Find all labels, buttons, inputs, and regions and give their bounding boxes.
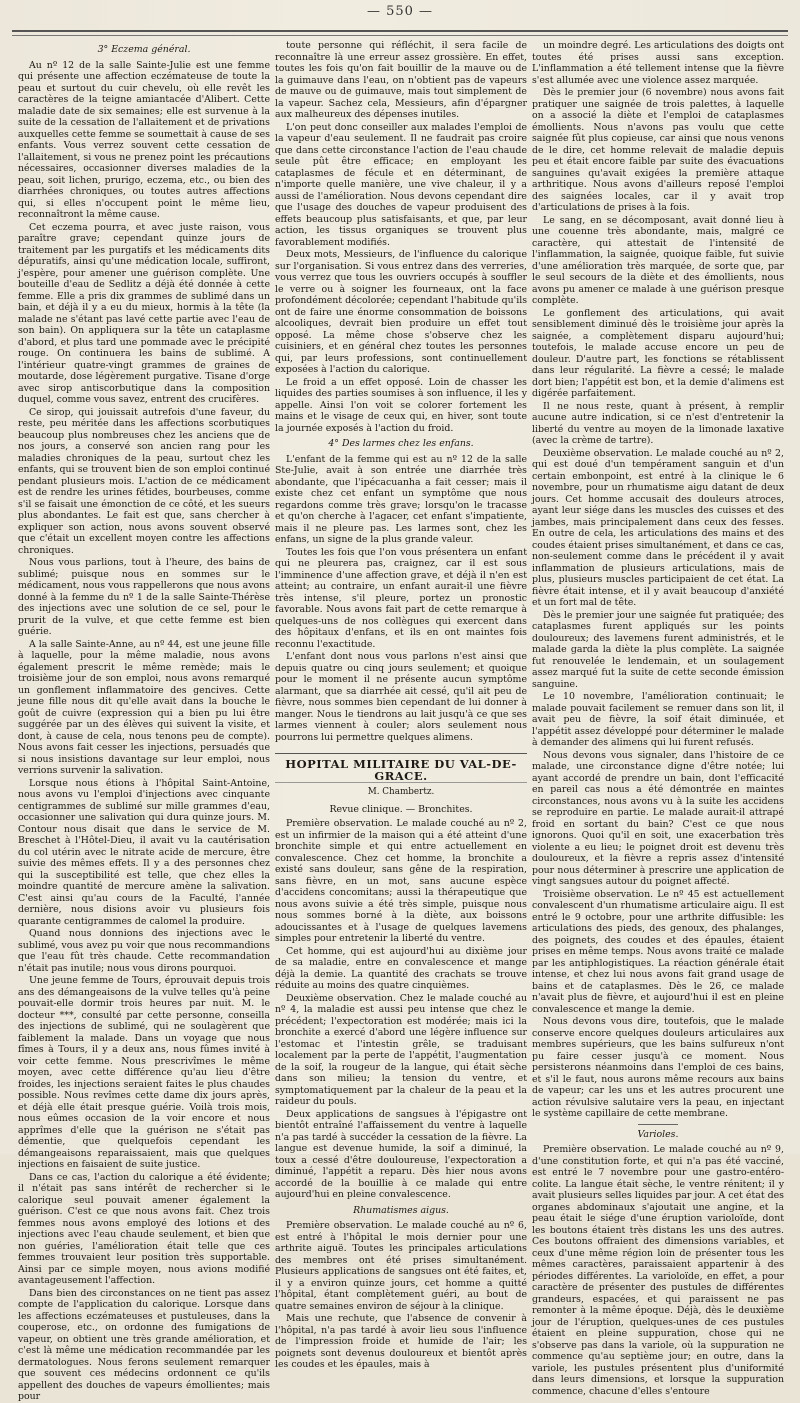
section-heading: Varioles. [637, 1128, 679, 1140]
paragraph: Le 10 novembre, l'amélioration continuait; le malade pouvait facilement se remuer dans son lit, il avait peu de fièvre, la soif était diminuée, et l'appétit assez développé pour déterminer le malade à demander des alimens qui lui furent refusés. [532, 691, 784, 748]
paragraph: toute personne qui réfléchit, il sera facile de reconnaître là une erreur assez grossière. En effet, toutes les fois qu'on fait bouillir de la mauve ou de la guimauve dans l'eau, on n'obtient pas de vapeurs de mauve ou de guimauve, mais tout simplement de la vapeur. Sachez cela, Messieurs, afin d'épargner aux malheureux des dépenses inutiles. [275, 40, 527, 120]
paragraph: Ce sirop, qui jouissait autrefois d'une faveur, du reste, peu méritée dans les affections scorbutiques beaucoup plus nombreuses chez les anciens que de nos jours, a conservé son ancien rang pour les maladies chroniques de la peau, surtout chez les enfants, qui se trouvent bien de son emploi continué pendant plusieurs mois. L'action de ce médicament est de rendre les urines fétides, bourbeuses, comme s'il se faisait une émonction de ce côté, et les sueurs plus abondantes. Le fait est que, sans chercher à expliquer son action, nous avons souvent observé que c'était un excellent moyen contre les affections chroniques. [18, 406, 270, 556]
section-subtitle: Revue clinique. — Bronchites. [329, 803, 473, 815]
paragraph: Deux applications de sangsues à l'épigastre ont bientôt entraîné l'affaissement du ventre à laquelle n'a pas tardé à succéder la cessation de la fièvre. La langue est devenue humide, la soif a diminué, la toux a cessé d'être douloureuse, l'expectoration a diminué, l'appétit a reparu. Dès hier nous avons accordé de la bouillie à ce malade qui entre aujourd'hui en pleine convalescence. [275, 1108, 527, 1200]
paragraph: Nous devons vous dire, toutefois, que le malade conserve encore quelques douleurs articulaires aux membres supérieurs, que les bains sulfureux n'ont pu faire cesser jusqu'à ce moment. Nous persisterons néanmoins dans l'emploi de ces bains, et s'il le faut, nous aurons même recours aux bains de vapeur; car les uns et les autres procurent une action révulsive salutaire vers la peau, en injectant le système capillaire de cette membrane. [532, 1016, 784, 1119]
paragraph: L'enfant dont nous vous parlons n'est ainsi que depuis quatre ou cinq jours seulement; et quoique pour le moment il ne présente aucun symptôme alarmant, que sa diarrhée ait cessé, qu'il ait peu de fièvre, nous sommes bien cependant de lui donner à manger. Nous le tiendrons au lait jusqu'à ce que ses larmes viennent à couler; alors seulement nous pourrons lui permettre quelques alimens. [275, 651, 527, 743]
article-author: M. Chambertz. [367, 787, 435, 797]
paragraph: Deuxième observation. Chez le malade couché au nº 4, la maladie est aussi peu intense que chez le précédent; l'expectoration est modérée; mais ici la bronchite a exercé d'abord une légère influence sur l'estomac et l'intestin grêle, se traduisant localement par la perte de l'appétit, l'augmentation de la soif, la rougeur de la langue, qui était sèche dans son milieu; la tension du ventre, et symptomatiquement par la chaleur de la peau et la raideur du pouls. [275, 992, 527, 1107]
paragraph: Lorsque nous étions à l'hôpital Saint-Antoine, nous avons vu l'emploi d'injections avec cinquante centigrammes de sublimé sur mille grammes d'eau, occasionner une salivation qui dura quinze jours. M. Contour nous disait que dans le service de M. Breschet à l'Hôtel-Dieu, il avait vu la cautérisation du col utérin avec le nitrate acide de mercure, être suivie des mêmes effets. Il y a des personnes chez qui la susceptibilité est telle, que chez elles la moindre quantité de mercure amène la salivation. C'est ainsi qu'au cours de la Faculté, l'année dernière, nous disions avoir vu plusieurs fois quarante centigrammes de calomel la produire. [18, 777, 270, 927]
section-heading: 3° Eczema général. [97, 44, 191, 55]
paragraph: Nous vous parlions, tout à l'heure, des bains de sublimé; puisque nous en sommes sur le médicament, nous vous rappellerons que nous avons donné à la femme du nº 1 de la salle Sainte-Thérèse des injections avec une solution de ce sel, pour le prurit de la vulve, et que cette femme est bien guérie. [18, 557, 270, 637]
paragraph: L'enfant de la femme qui est au nº 12 de la salle Ste-Julie, avait à son entrée une diarrhée très abondante, que l'ipécacuanha a fait cesser; mais il existe chez cet enfant un symptôme que nous regardons comme très grave; lorsqu'on le tracasse et qu'on cherche à l'agacer, cet enfant s'impatiente, mais il ne pleure pas. Les larmes sont, chez les enfans, un signe de la plus grande valeur. [275, 453, 527, 545]
paragraph: Première observation. Le malade couché au nº 9, d'une constitution forte, et qui n'a pas été vacciné, est entré le 7 novembre pour une gastro-entéro-colite. La langue était sèche, le ventre rénitent; il y avait plusieurs selles liquides par jour. A cet état des organes abdominaux s'ajoutait une angine, et la peau était le siége d'une éruption varioloïde, dont les boutons étaient très distans les uns des autres. Ces boutons offraient des dimensions variables, et ceux d'une même région loin de présenter tous les mêmes caractères, paraissaient appartenir à des périodes différentes. La varioloïde, en effet, a pour caractère de présenter des pustules de différentes grandeurs, espacées, et qui paraissent ne pas remonter à la même époque. Déjà, dès le deuxième jour de l'éruption, quelques-unes de ces pustules étaient en pleine suppuration, chose qui ne s'observe pas dans la variole, où la suppuration ne commence qu'au septième jour; en outre, dans la variole, les pustules présentent plus d'uniformité dans leurs dimensions, et lorsque la suppuration commence, chacune d'elles s'entoure [532, 1144, 784, 1397]
paragraph: Toutes les fois que l'on vous présentera un enfant qui ne pleurera pas, craignez, car il est sous l'imminence d'une affection grave, et déjà il n'en est atteint; au contraire, un enfant aurait-il une fièvre très intense, s'il pleure, portez un pronostic favorable. Nous avons fait part de cette remarque à quelques-uns de nos collègues qui exercent dans des hôpitaux d'enfans, et ils en ont maintes fois reconnu l'exactitude. [275, 546, 527, 650]
column-right-text-b [532, 1144, 784, 1397]
paragraph: un moindre degré. Les articulations des doigts ont toutes été prises aussi sans exception. L'inflammation a été tellement intense que la fièvre s'est allumée avec une violence assez marquée. [532, 40, 784, 86]
paragraph: Le sang, en se décomposant, avait donné lieu à une couenne très abondante, mais, malgré ce caractère, qui attestait de l'intensité de l'inflammation, la saignée, quoique faible, fut suivie d'une amélioration très marquée, de sorte que, par le seul secours de la diète et des émollients, nous avons pu amener ce malade à une guérison presque complète. [532, 214, 784, 306]
paragraph: Cet homme, qui est aujourd'hui au dixième jour de sa maladie, entre en convalescence et mange déjà la demie. La quantité des crachats se trouve réduite au moins des quatre cinquièmes. [275, 945, 527, 991]
column-middle-text-d [275, 1220, 527, 1371]
section-heading: Rhumatismes aigus. [353, 1204, 449, 1216]
column-right-text-a [532, 40, 784, 1120]
column-middle [275, 40, 527, 1370]
paragraph: Au nº 12 de la salle Sainte-Julie est une femme qui présente une affection eczémateuse de toute la peau et surtout du cuir chevelu, où elle revêt les caractères de la teigne amiantacée d'Alibert. Cette maladie date de six semaines; elle est survenue à la suite de la cessation de l'allaitement et de privations auxquelles cette femme se soumettait à cause de ses enfants. Vous verrez souvent cette cessation de l'allaitement, si vous ne prenez point les précautions nécessaires, occasionner diverses maladies de la peau, soit lichen, prurigo, eczema, etc., ou bien des diarrhées chroniques, ou toutes autres affections qui, si elles n'occupent point le même lieu, reconnaîtront la même cause. [18, 59, 270, 220]
paragraph: Le gonflement des articulations, qui avait sensiblement diminué dès le troisième jour après la saignée, a complètement disparu aujourd'hui; toutefois, le malade accuse encore un peu de douleur. D'autre part, les fonctions se rétablissent dans leur régularité. La fièvre a cessé; le malade dort bien; l'appétit est bon, et la demie d'alimens est digérée parfaitement. [532, 307, 784, 399]
paragraph: Une jeune femme de Tours, éprouvait depuis trois ans des démangeaisons de la vulve telles qu'à peine pouvait-elle dormir trois heures par nuit. M. le docteur ***, consulté par cette personne, conseilla des injections de sublimé, qui ne soulagèrent que faiblement la malade. Dans un voyage que nous fîmes à Tours, il y a deux ans, nous fûmes invité à voir cette femme. Nous prescrivîmes le même moyen, avec cette différence qu'au lieu d'être froides, les injections seraient faites le plus chaudes possible. Nous revîmes cette dame dix jours après, et déjà elle était presque guérie. Voilà trois mois, nous eûmes occasion de la voir encore et nous apprîmes d'elle que la guérison ne s'était pas démentie, que quelquefois cependant les démangeaisons reparaissaient, mais que quelques injections en faisaient de suite justice. [18, 975, 270, 1170]
paragraph: Troisième observation. Le nº 45 est actuellement convalescent d'un rhumatisme articulaire aigu. Il est entré le 9 octobre, pour une arthrite diffusible: les articulations des pieds, des genoux, des phalanges, des poignets, des coudes et des épaules, étaient prises en même temps. Nous avons traité ce malade par les antiphlogistiques. La réaction générale était intense, et chez lui nous avons fait grand usage de bains et de cataplasmes. Dès le 26, ce malade n'avait plus de fièvre, et aujourd'hui il est en pleine convalescence et mange la demie. [532, 888, 784, 1015]
column-left-text [18, 60, 270, 1403]
column-middle-text-c [275, 818, 527, 1201]
paragraph: Nous devons vous signaler, dans l'histoire de ce malade, une circonstance digne d'être notée; lui ayant accordé de prendre un bain, dont l'efficacité en pareil cas nous a été démontrée en maintes circonstances, nous avons vu à la suite les accidens se reproduire en partie. Le malade aurait-il attrapé froid en sortant du bain? C'est ce que nous ignorons. Quoi qu'il en soit, une exacerbation très violente a eu lieu; le poignet droit est devenu très douloureux, et la fièvre a repris assez d'intensité pour nous déterminer à prescrire une application de vingt sangsues autour du poignet affecté. [532, 749, 784, 887]
article-title: HOPITAL MILITAIRE DU VAL-DE-GRACE. [275, 753, 527, 783]
paragraph: Quand nous donnions des injections avec le sublimé, vous avez pu voir que nous recommandions que l'eau fût très chaude. Cette recommandation n'était pas inutile; nous vous dirons pourquoi. [18, 928, 270, 974]
column-right [532, 40, 784, 1397]
paragraph: Cet eczema pourra, et avec juste raison, vous paraître grave; cependant quinze jours de traitement par les purgatifs et les médicaments dits dépuratifs, ainsi qu'une médication locale, suffiront, j'espère, pour amener une guérison complète. Une bouteille d'eau de Sedlitz a déjà été donnée à cette femme. Elle a pris dix grammes de sublimé dans un bain, et déjà il y a eu du mieux, hormis à la tête (la malade ne s'étant pas lavé cette partie avec l'eau de son bain). On appliquera sur la tête un cataplasme d'abord, et plus tard une pommade avec le précipité rouge. On continuera les bains de sublimé. A l'intérieur quatre-vingt grammes de graines de moutarde, dose légèrement purgative. Tisane d'orge avec sirop antiscorbutique dans la composition duquel, comme vous savez, entrent des crucifères. [18, 221, 270, 405]
paragraph: Il ne nous reste, quant à présent, à remplir aucune autre indication, si ce n'est d'entretenir la liberté du ventre au moyen de la limonade laxative (avec la crème de tartre). [532, 400, 784, 446]
page-number: — 550 — [366, 4, 434, 19]
paragraph: Deuxième observation. Le malade couché au nº 2, qui est doué d'un tempérament sanguin et d'un certain embonpoint, est entré à la clinique le 6 novembre, pour un rhumatisme aigu datant de deux jours. Cet homme accusait des douleurs atroces, ayant leur siége dans les muscles des cuisses et des jambes, mais principalement dans ceux des fesses. En outre de cela, les articulations des mains et des coudes étaient prises simultanément, et dans ce cas, non-seulement comme dans le précédent il y avait inflammation de plusieurs articulations, mais de plus, plusieurs muscles participaient de cet état. La fièvre était intense, et il y avait beaucoup d'anxiété et un fort mal de tête. [532, 447, 784, 608]
paragraph: L'on peut donc conseiller aux malades l'emploi de la vapeur d'eau seulement. Il ne faudrait pas croire que dans cette circonstance l'action de l'eau chaude seule pût être efficace; en employant les cataplasmes de fécule et en déterminant, de n'importe quelle manière, une vive chaleur, il y a aussi de l'amélioration. Nous devons cependant dire que l'usage des douches de vapeur produisent des effets beaucoup plus satisfaisants, et que, par leur action, les tissus organiques se trouvent plus favorablement modifiés. [275, 121, 527, 248]
column-middle-text-a [275, 40, 527, 434]
paragraph: Première observation. Le malade couché au nº 2, est un infirmier de la maison qui a été atteint d'une bronchite simple et qui entre actuellement en convalescence. Chez cet homme, la bronchite a existé sans douleur, sans gêne de la respiration, sans fièvre, en un mot, sans aucune espèce d'accidens concomitans; aussi la thérapeutique que nous avons suivie a été très simple, puisque nous nous sommes borné à la diète, aux boissons adoucissantes et à l'usage de quelques lavemens simples pour entretenir la liberté du ventre. [275, 818, 527, 944]
paragraph: Deux mots, Messieurs, de l'influence du calorique sur l'organisation. Si vous entrez dans des verreries, vous verrez que tous les ouvriers occupés à souffler le verre ou à soigner les fourneaux, ont la face profondément décolorée; cependant l'habitude qu'ils ont de faire une énorme consommation de boissons alcooliques, devrait bien produire un effet tout opposé. La même chose s'observe chez les cuisiniers, et en général chez toutes les personnes qui, par leurs professions, sont continuellement exposées à l'action du calorique. [275, 249, 527, 375]
column-middle-text-b [275, 454, 527, 744]
paragraph: Dans bien des circonstances on ne tient pas assez compte de l'application du calorique. Lorsque dans les affections eczémateuses et pustuleuses, dans la couperose, etc., on ordonne des fumigations de vapeur, on obtient une très grande amélioration, et c'est là même une médication recommandée par les dermatologues. Nous ferons seulement remarquer que souvent ces médecins ordonnent ce qu'ils appellent des douches de vapeurs émollientes; mais pour [18, 1287, 270, 1402]
divider [638, 1124, 678, 1125]
paragraph: Mais une rechute, que l'absence de convenir à l'hôpital, n'a pas tardé à avoir lieu sous l'influence de l'impression froide et humide de l'air; les poignets sont devenus douloureux et bientôt après les coudes et les épaules, mais à [275, 1313, 527, 1370]
paragraph: Dès le premier jour (6 novembre) nous avons fait pratiquer une saignée de trois palettes, à laquelle on a associé la diète et l'emploi de cataplasmes émollients. Nous n'avons pas voulu que cette saignée fût plus copieuse, car ainsi que nous venons de le dire, cet homme relevait de maladie depuis peu et était encore faible par suite des évacuations sanguines qu'avait exigées la première attaque arthritique. Nous avons d'ailleurs reposé l'emploi des saignées locales, car il y avait trop d'articulations de prises à la fois. [532, 87, 784, 213]
column-left [18, 40, 270, 1402]
paragraph: Dans ce cas, l'action du calorique a été évidente; il n'était pas sans intérêt de rechercher si le calorique seul pouvait amener également la guérison. C'est ce que nous avons fait. Chez trois femmes nous avons employé des lotions et des injections avec l'eau chaude seulement, et bien que non guéries, l'amélioration était telle que ces femmes trouvaient leur position très supportable. Ainsi par ce simple moyen, nous avions modifié avantageusement l'affection. [18, 1171, 270, 1286]
section-heading: 4° Des larmes chez les enfans. [328, 438, 474, 449]
paragraph: A la salle Sainte-Anne, au nº 44, est une jeune fille à laquelle, pour la même maladie, nous avons également prescrit le même remède; mais le troisième jour de son emploi, nous avons remarqué un gonflement inflammatoire des gencives. Cette jeune fille nous dit qu'elle avait dans la bouche le goût de cuivre (expression qui a bien pu lui être suggérée par un des élèves qui suivent la visite, et dont, à cause de cela, nous tenons peu de compte). Nous avons fait cesser les injections, persuadés que si nous insistions davantage sur leur emploi, nous verrions survenir la salivation. [18, 638, 270, 776]
paragraph: Le froid a un effet opposé. Loin de chasser les liquides des parties soumises à son influence, il les y appelle. Ainsi l'on voit se colorer fortement les mains et le visage de ceux qui, en hiver, sont toute la journée exposés à l'action du froid. [275, 376, 527, 434]
paragraph: Dès le premier jour une saignée fut pratiquée; des cataplasmes furent appliqués sur les points douloureux; des lavemens furent administrés, et le malade garda la diète la plus complète. La saignée fut renouvelée le lendemain, et un soulagement assez marqué fut la suite de cette seconde émission sanguine. [532, 609, 784, 690]
paragraph: Première observation. Le malade couché au nº 6, est entré à l'hôpital le mois dernier pour une arthrite aiguë. Toutes les principales articulations des membres ont été prises simultanément. Plusieurs applications de sangsues ont été faites, et, il y a environ quinze jours, cet homme a quitté l'hôpital, étant complètement guéri, au bout de quatre semaines environ de séjour à la clinique. [275, 1220, 527, 1312]
header-rule [12, 30, 788, 36]
